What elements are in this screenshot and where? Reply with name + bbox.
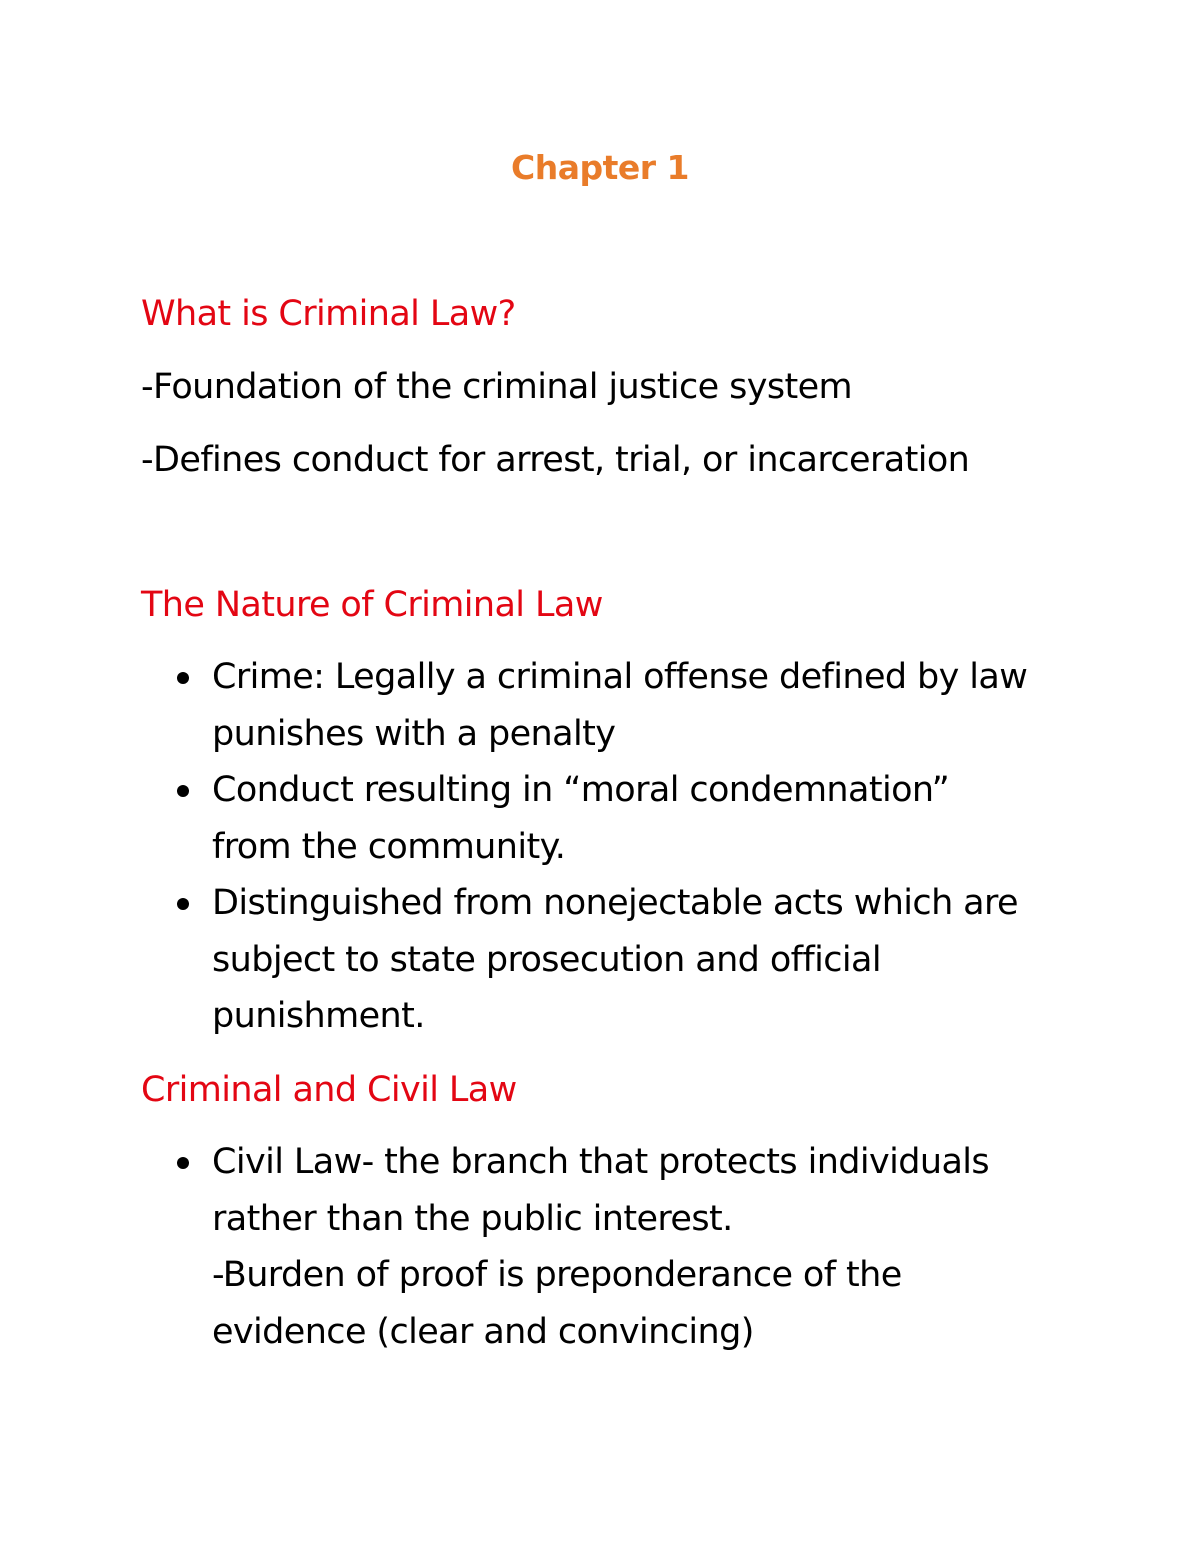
list-item-line: Distinguished from nonejectable acts which are [212,883,1018,923]
section-heading-criminal-and-civil-law: Criminal and Civil Law [141,1070,517,1110]
list-item [0,875,1027,1045]
bullet-list-nature [0,649,1027,1045]
bullet-list-criminal-civil [0,1134,989,1360]
list-item-line: subject to state prosecution and official [212,939,881,980]
list-item-line: punishes with a penalty [212,713,616,754]
list-item-line: rather than the public interest. [212,1198,733,1239]
list-item [0,649,1027,762]
list-item-line: from the community. [212,826,566,867]
bullet-icon [177,1157,189,1169]
list-item-line: -Burden of proof is preponderance of the [212,1255,902,1295]
chapter-title: Chapter 1 [511,148,689,187]
paragraph-line: -Defines conduct for arrest, trial, or incarceration [141,440,970,480]
bullet-icon [177,785,189,797]
bullet-icon [177,672,189,684]
section-heading-nature-of-criminal-law: The Nature of Criminal Law [141,585,603,625]
list-item-line: Conduct resulting in “moral condemnation” [212,770,950,810]
list-item-line: Crime: Legally a criminal offense defined by law [212,657,1028,697]
list-item [0,1134,989,1360]
paragraph-line: -Foundation of the criminal justice system [141,367,853,407]
section-heading-what-is-criminal-law: What is Criminal Law? [141,294,516,334]
bullet-icon [177,898,189,910]
list-item-line: Civil Law- the branch that protects individuals [212,1142,990,1182]
list-item-line: evidence (clear and convincing) [212,1311,754,1352]
list-item [0,762,1027,875]
list-item-line: punishment. [212,996,425,1036]
